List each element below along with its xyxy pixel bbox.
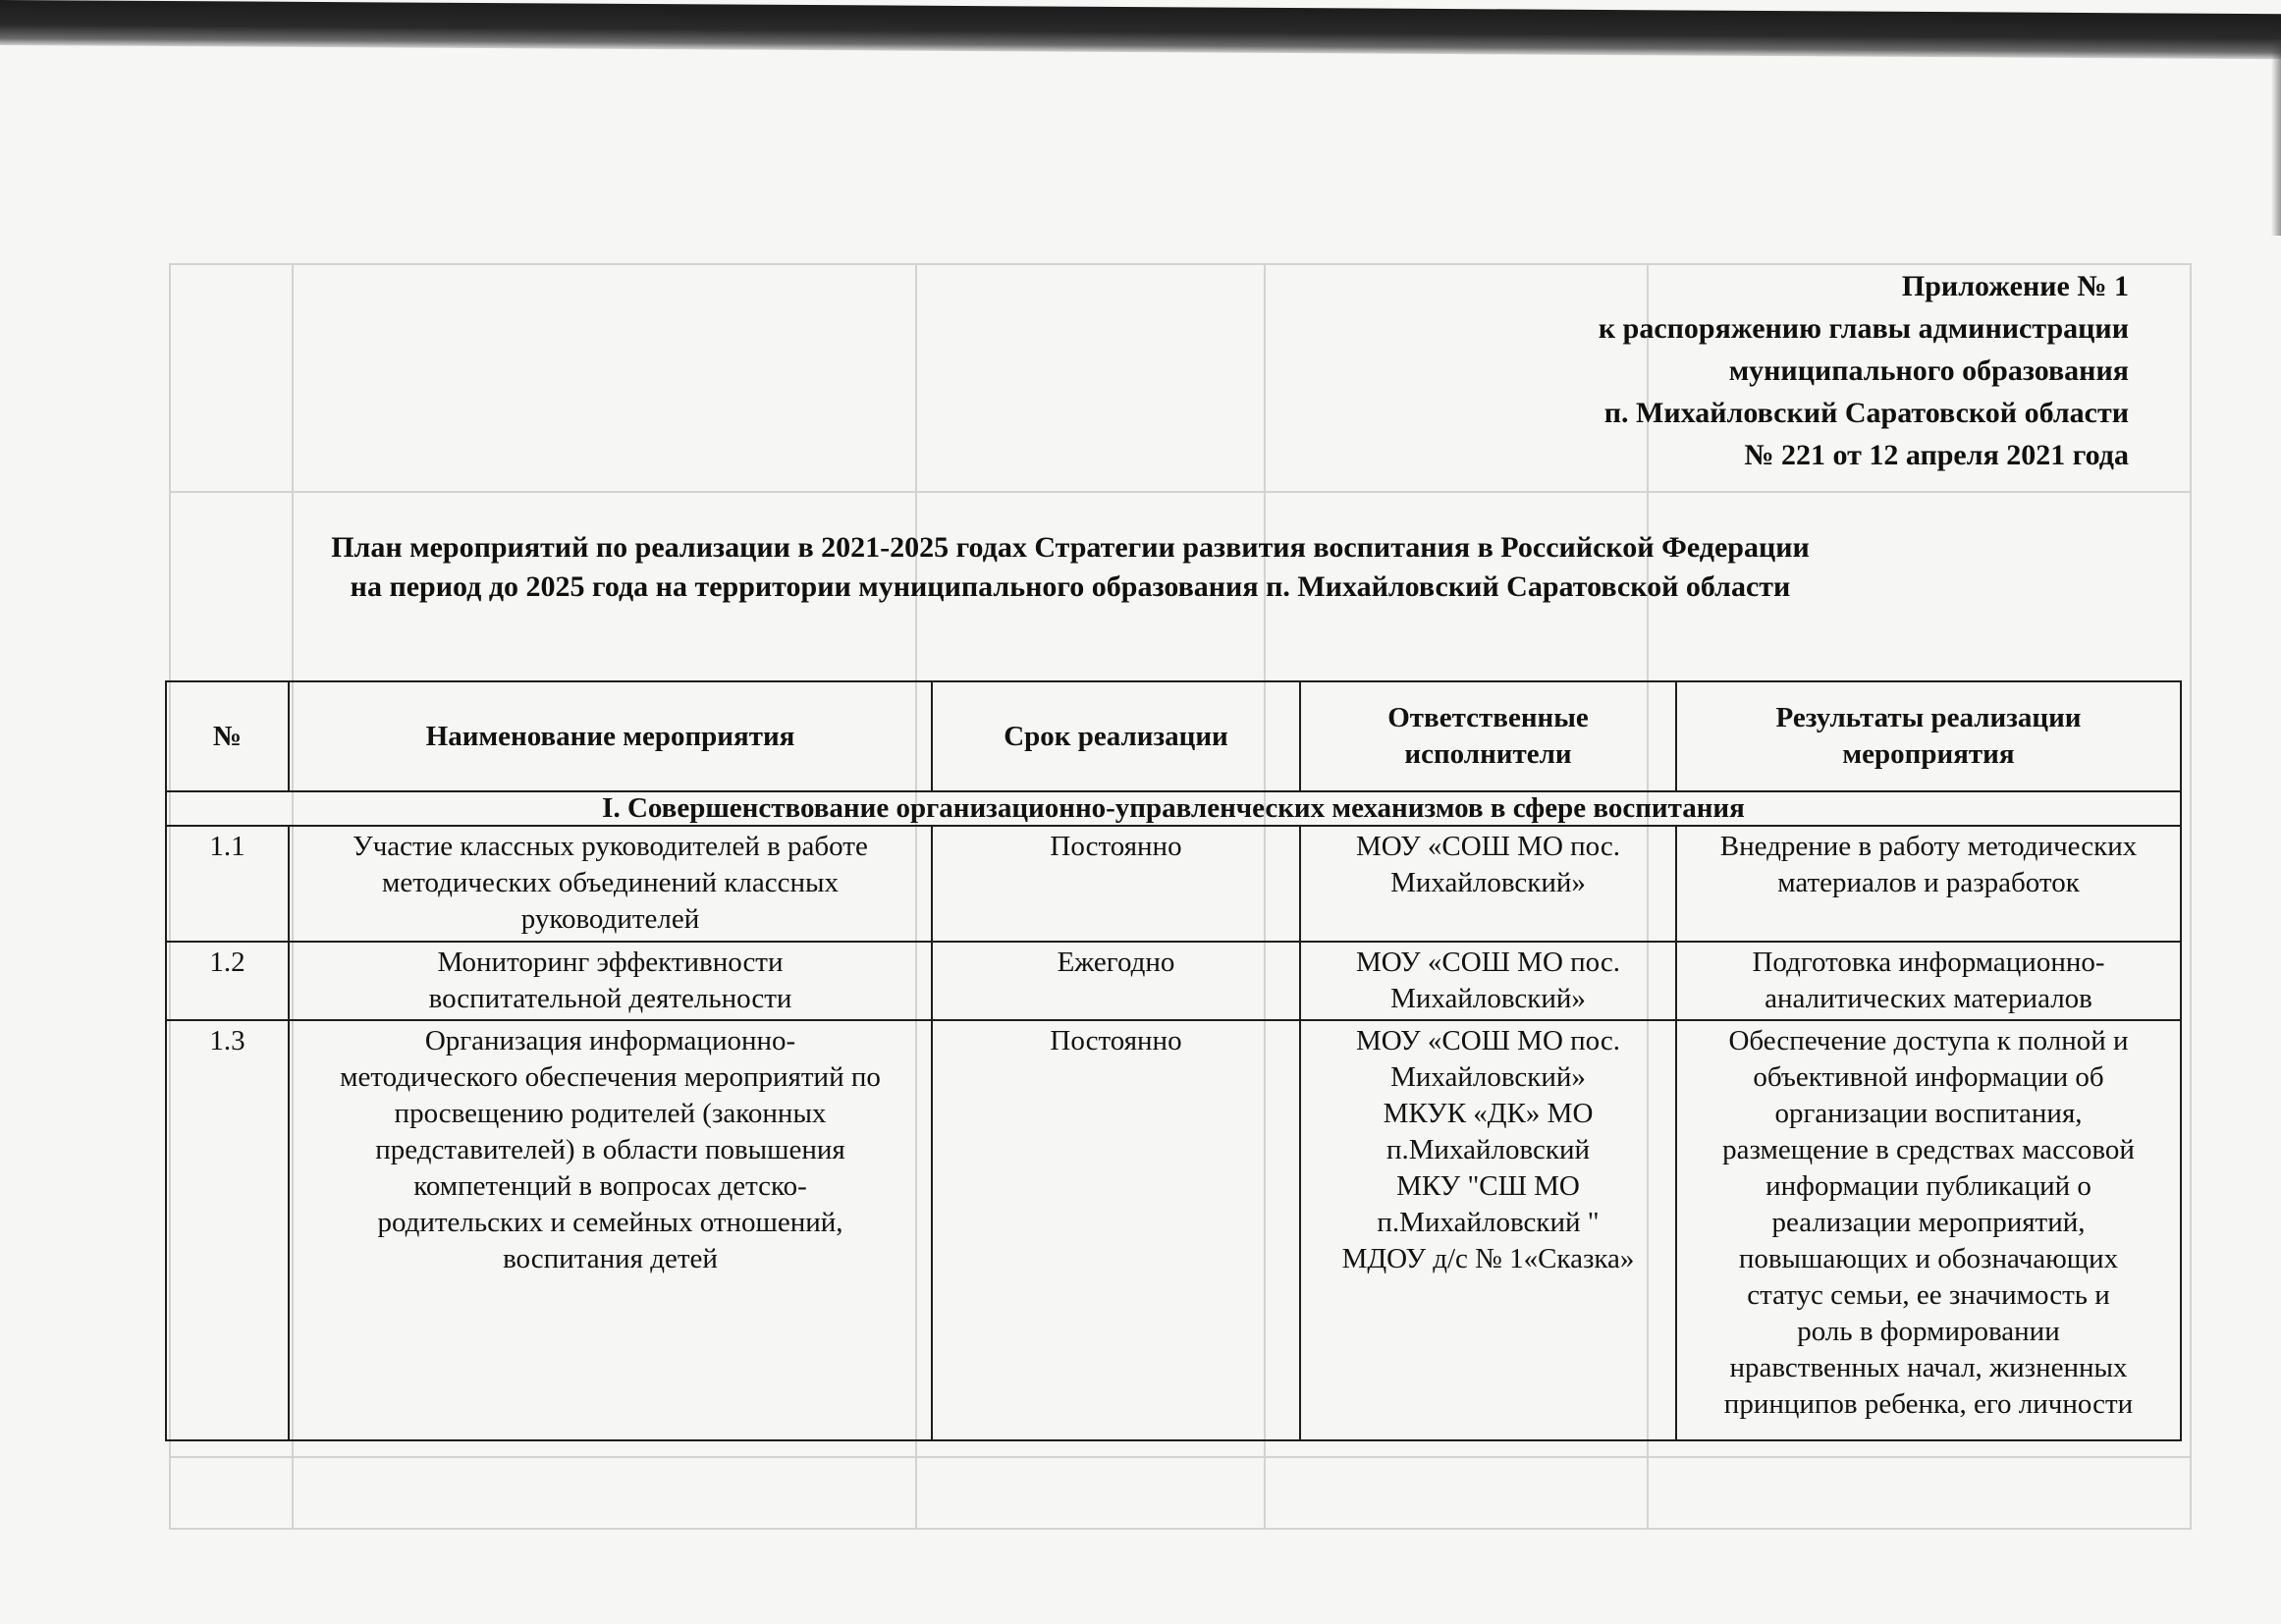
row-results-line: нравственных начал, жизненных [1729,1352,2128,1383]
row-results-line: организации воспитания, [1774,1098,2083,1129]
appendix-line: Приложение № 1 [1901,270,2129,302]
row-results-line: повышающих и обозначающих [1738,1243,2119,1274]
row-num: 1.1 [166,826,289,942]
row-results-line: принципов ребенка, его личности [1723,1388,2134,1420]
row-name-line: воспитания детей [503,1243,718,1274]
plan-title [196,528,1944,607]
row-name-line: Мониторинг эффективности [437,947,784,978]
scanner-edge-right [2271,39,2281,236]
row-responsible [1300,826,1676,942]
header-responsible-line: исполнители [1404,738,1572,770]
row-results-line: материалов и разработок [1777,867,2080,898]
row-results-line: объективной информации об [1753,1061,2104,1093]
row-name [289,826,932,942]
row-name-line: просвещению родителей (законных [394,1098,827,1129]
table-row [166,942,2181,1020]
section-title: I. Совершенствование организационно-управленческих механизмов в сфере воспитания [166,791,2181,826]
row-name [289,1020,932,1440]
header-results-line: мероприятия [1842,738,2015,770]
row-num: 1.2 [166,942,289,1020]
row-name-line: Организация информационно- [424,1025,796,1056]
header-num: № [166,681,289,791]
row-results-line: аналитических материалов [1765,983,2092,1014]
row-responsible-line: МКУ "СШ МО [1396,1170,1580,1202]
row-results-line: реализации мероприятий, [1771,1207,2086,1238]
header-results-line: Результаты реализации [1775,702,2082,733]
row-responsible-line: Михайловский» [1390,983,1586,1014]
row-results-line: Обеспечение доступа к полной и [1728,1025,2129,1056]
row-responsible-line: п.Михайловский [1385,1134,1591,1165]
appendix-line: № 221 от 12 апреля 2021 года [1744,439,2129,471]
row-results-line: размещение в средствах массовой [1722,1134,2135,1165]
row-results-line: Подготовка информационно- [1752,947,2105,978]
row-results [1676,942,2181,1020]
row-name-line: методического обеспечения мероприятий по [340,1061,881,1093]
header-term: Срок реализации [932,681,1300,791]
appendix-header [1599,265,2129,476]
row-responsible-line: МОУ «СОШ МО пос. [1355,831,1620,862]
row-name-line: компетенций в вопросах детско- [413,1170,807,1202]
row-term: Постоянно [932,826,1300,942]
row-name-line: воспитательной деятельности [428,983,792,1014]
row-responsible-line: Михайловский» [1390,867,1586,898]
table-row [166,826,2181,942]
scanner-edge [0,0,2281,59]
row-results-line: роль в формировании [1797,1316,2060,1347]
row-responsible-line: МОУ «СОШ МО пос. [1355,1025,1620,1056]
row-responsible-line: п.Михайловский " [1377,1207,1600,1238]
row-responsible-line: МДОУ д/с № 1«Сказка» [1341,1243,1635,1274]
plan-title-line: План мероприятий по реализации в 2021-2025 годах Стратегии развития воспитания в Российской Федерации [331,531,1810,564]
row-responsible-line: МОУ «СОШ МО пос. [1355,947,1620,978]
row-num: 1.3 [166,1020,289,1440]
row-results-line: статус семьи, ее значимость и [1747,1279,2110,1311]
header-responsible-line: Ответственные [1387,702,1589,733]
header-name: Наименование мероприятия [289,681,932,791]
row-responsible [1300,1020,1676,1440]
row-responsible-line: Михайловский» [1390,1061,1586,1093]
header-results [1676,681,2181,791]
row-results [1676,826,2181,942]
plan-table [165,680,2182,1441]
header-responsible [1300,681,1676,791]
row-name-line: представителей) в области повышения [375,1134,845,1165]
row-term: Постоянно [932,1020,1300,1440]
row-name-line: Участие классных руководителей в работе [353,831,868,862]
table-header-row [166,681,2181,791]
row-responsible [1300,942,1676,1020]
appendix-line: п. Михайловский Саратовской области [1603,397,2129,429]
row-results-line: информации публикаций о [1765,1170,2091,1202]
row-responsible-line: МКУК «ДК» МО [1383,1098,1594,1129]
appendix-line: к распоряжению главы администрации [1598,312,2129,345]
appendix-line: муниципального образования [1728,354,2129,387]
row-name [289,942,932,1020]
plan-title-line: на период до 2025 года на территории муниципального образования п. Михайловский Саратовской области [350,570,1791,603]
section-row [166,791,2181,826]
row-results [1676,1020,2181,1440]
table-row [166,1020,2181,1440]
row-term: Ежегодно [932,942,1300,1020]
row-name-line: руководителей [520,903,700,935]
row-results-line: Внедрение в работу методических [1719,831,2138,862]
row-name-line: родительских и семейных отношений, [377,1207,843,1238]
row-name-line: методических объединений классных [381,867,840,898]
